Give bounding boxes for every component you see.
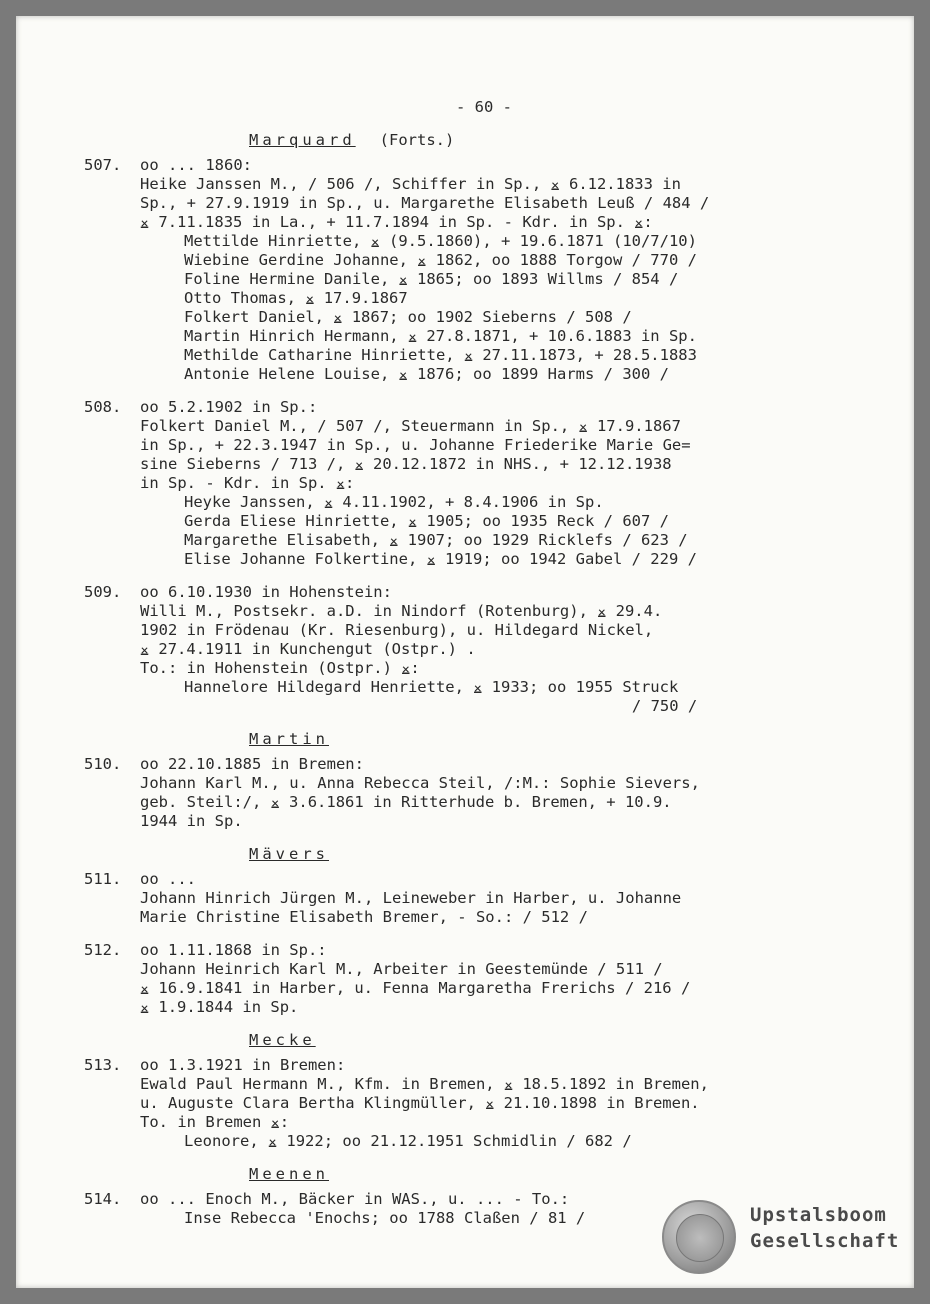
family-heading	[249, 845, 844, 864]
entry-number: 513.	[84, 1056, 122, 1074]
entry-line: u. Auguste Clara Bertha Klingmüller, ⨱ 21.10.1898 in Bremen.	[140, 1094, 700, 1112]
sections-container	[84, 131, 844, 1228]
child-line: Otto Thomas, ⨱ 17.9.1867	[184, 289, 408, 307]
genealogy-entry	[84, 398, 844, 569]
logo-line-2: Gesellschaft	[750, 1230, 900, 1252]
entry-line: oo 5.2.1902 in Sp.:	[140, 398, 318, 416]
family-heading-suffix: (Forts.)	[379, 131, 455, 149]
entry-text	[140, 398, 844, 569]
child-line: Methilde Catharine Hinriette, ⨱ 27.11.1873, + 28.5.1883	[184, 346, 697, 364]
entry-number: 508.	[84, 398, 122, 416]
genealogy-entry	[84, 870, 844, 927]
child-line: Folkert Daniel, ⨱ 1867; oo 1902 Sieberns / 508 /	[184, 308, 632, 326]
child-line: Gerda Eliese Hinriette, ⨱ 1905; oo 1935 Reck / 607 /	[184, 512, 669, 530]
child-line: Mettilde Hinriette, ⨱ (9.5.1860), + 19.6.1871 (10/7/10)	[184, 232, 697, 250]
genealogy-entry	[84, 755, 844, 831]
entry-text	[140, 583, 844, 716]
entry-line: Folkert Daniel M., / 507 /, Steuermann in Sp., ⨱ 17.9.1867	[140, 417, 681, 435]
child-line: Martin Hinrich Hermann, ⨱ 27.8.1871, + 10.6.1883 in Sp.	[184, 327, 697, 345]
entry-text	[140, 1056, 844, 1151]
genealogy-entry	[84, 583, 844, 716]
child-line: Leonore, ⨱ 1922; oo 21.12.1951 Schmidlin / 682 /	[184, 1132, 632, 1150]
child-line: Wiebine Gerdine Johanne, ⨱ 1862, oo 1888 Torgow / 770 /	[184, 251, 697, 269]
child-line: Elise Johanne Folkertine, ⨱ 1919; oo 1942 Gabel / 229 /	[184, 550, 697, 568]
family-heading	[249, 131, 844, 150]
entry-line: To. in Bremen ⨱:	[140, 1113, 290, 1131]
entry-number: 510.	[84, 755, 122, 773]
society-logo	[662, 1200, 902, 1280]
family-name: Marquard	[249, 131, 356, 149]
entry-line: oo 1.11.1868 in Sp.:	[140, 941, 327, 959]
entry-number: 507.	[84, 156, 122, 174]
entry-number: 511.	[84, 870, 122, 888]
entry-line: ⨱ 16.9.1841 in Harber, u. Fenna Margaretha Frerichs / 216 /	[140, 979, 691, 997]
family-heading	[249, 730, 844, 749]
child-line: Margarethe Elisabeth, ⨱ 1907; oo 1929 Ricklefs / 623 /	[184, 531, 688, 549]
entry-line: 1944 in Sp.	[140, 812, 243, 830]
entry-line: oo ... 1860:	[140, 156, 252, 174]
genealogy-entry	[84, 156, 844, 384]
entry-line: Marie Christine Elisabeth Bremer, - So.: / 512 /	[140, 908, 588, 926]
entry-line: oo ... Enoch M., Bäcker in WAS., u. ... - To.:	[140, 1190, 570, 1208]
genealogy-entry	[84, 941, 844, 1017]
family-name: Martin	[249, 730, 329, 748]
entry-line: sine Sieberns / 713 /, ⨱ 20.12.1872 in NHS., + 12.12.1938	[140, 455, 672, 473]
entry-line: in Sp. - Kdr. in Sp. ⨱:	[140, 474, 355, 492]
child-line: Inse Rebecca 'Enochs; oo 1788 Claßen / 81 /	[184, 1209, 586, 1227]
child-line: Antonie Helene Louise, ⨱ 1876; oo 1899 Harms / 300 /	[184, 365, 669, 383]
entry-line: Johann Karl M., u. Anna Rebecca Steil, /:M.: Sophie Sievers,	[140, 774, 700, 792]
child-line: Heyke Janssen, ⨱ 4.11.1902, + 8.4.1906 in Sp.	[184, 493, 604, 511]
entry-number: 514.	[84, 1190, 122, 1208]
seal-icon	[662, 1200, 736, 1274]
child-line: Foline Hermine Danile, ⨱ 1865; oo 1893 Willms / 854 /	[184, 270, 679, 288]
entry-line: geb. Steil:/, ⨱ 3.6.1861 in Ritterhude b. Bremen, + 10.9.	[140, 793, 672, 811]
entry-line: oo 22.10.1885 in Bremen:	[140, 755, 364, 773]
entry-line: Johann Hinrich Jürgen M., Leineweber in Harber, u. Johanne	[140, 889, 682, 907]
entry-line: Sp., + 27.9.1919 in Sp., u. Margarethe Elisabeth Leuß / 484 /	[140, 194, 710, 212]
document-body	[84, 98, 844, 1242]
child-line: / 750 /	[184, 697, 698, 715]
entry-text	[140, 870, 844, 927]
entry-line: oo 6.10.1930 in Hohenstein:	[140, 583, 392, 601]
child-line: Hannelore Hildegard Henriette, ⨱ 1933; oo 1955 Struck	[184, 678, 679, 696]
entry-line: Heike Janssen M., / 506 /, Schiffer in Sp., ⨱ 6.12.1833 in	[140, 175, 681, 193]
entry-text	[140, 941, 844, 1017]
entry-line: ⨱ 1.9.1844 in Sp.	[140, 998, 299, 1016]
document-page	[16, 16, 914, 1288]
entry-line: To.: in Hohenstein (Ostpr.) ⨱:	[140, 659, 420, 677]
entry-line: Johann Heinrich Karl M., Arbeiter in Geestemünde / 511 /	[140, 960, 663, 978]
family-name: Mävers	[249, 845, 329, 863]
family-heading	[249, 1031, 844, 1050]
entry-number: 512.	[84, 941, 122, 959]
entry-line: oo ...	[140, 870, 196, 888]
family-name: Meenen	[249, 1165, 329, 1183]
family-heading	[249, 1165, 844, 1184]
page-number: - 60 -	[456, 98, 512, 116]
entry-text	[140, 156, 844, 384]
entry-line: ⨱ 27.4.1911 in Kunchengut (Ostpr.) .	[140, 640, 476, 658]
entry-line: Willi M., Postsekr. a.D. in Nindorf (Rotenburg), ⨱ 29.4.	[140, 602, 663, 620]
genealogy-entry	[84, 1056, 844, 1151]
entry-line: in Sp., + 22.3.1947 in Sp., u. Johanne Friederike Marie Ge=	[140, 436, 691, 454]
entry-text	[140, 755, 844, 831]
entry-number: 509.	[84, 583, 122, 601]
entry-line: Ewald Paul Hermann M., Kfm. in Bremen, ⨱ 18.5.1892 in Bremen,	[140, 1075, 709, 1093]
entry-line: 1902 in Frödenau (Kr. Riesenburg), u. Hildegard Nickel,	[140, 621, 654, 639]
family-name: Mecke	[249, 1031, 316, 1049]
logo-line-1: Upstalsboom	[750, 1204, 887, 1226]
entry-line: oo 1.3.1921 in Bremen:	[140, 1056, 346, 1074]
entry-line: ⨱ 7.11.1835 in La., + 11.7.1894 in Sp. - Kdr. in Sp. ⨱:	[140, 213, 653, 231]
